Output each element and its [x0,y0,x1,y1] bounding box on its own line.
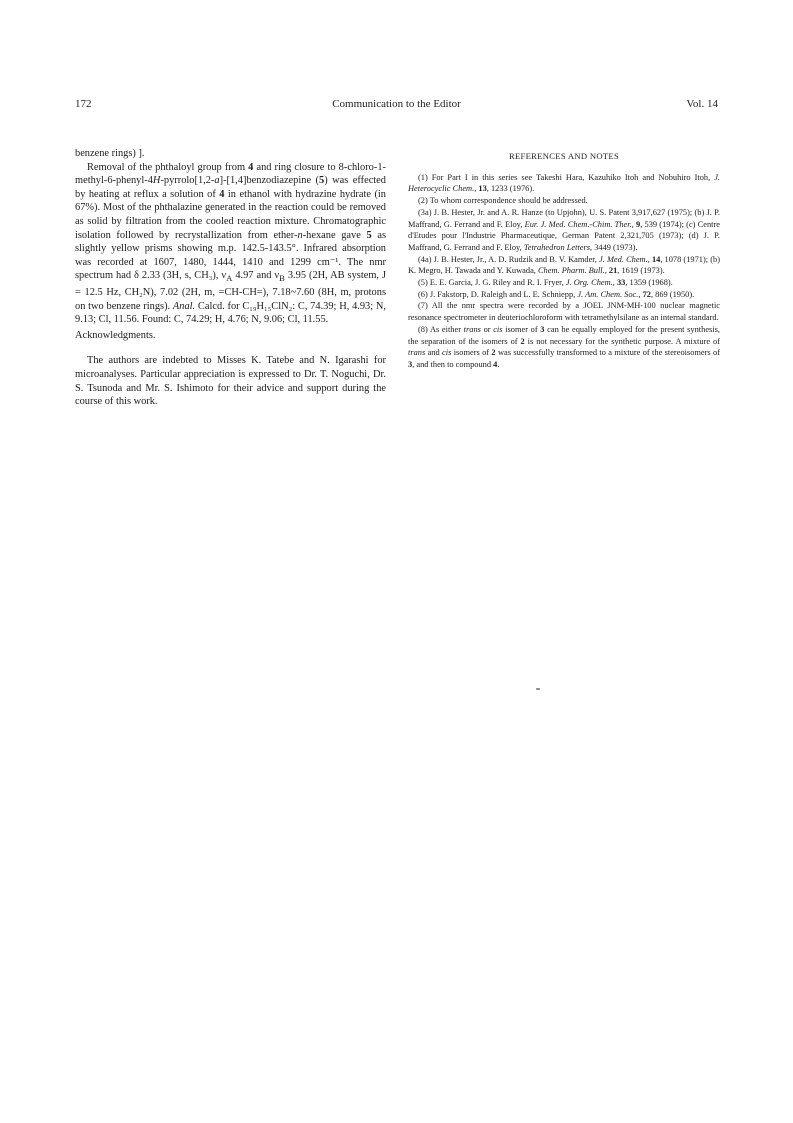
text-run: (3a) J. B. Hester, Jr. and A. R. Hanze (to Upjohn), U. S. Patent 3,917,627 (1975); (b) J. P. Maffrand, G. Ferrand and F. Eloy, [408,207,720,229]
bold-run: 2 [520,336,525,346]
italic-run: trans [408,348,426,358]
italic-run: Anal. [172,300,196,312]
paragraph-removal [75,161,386,327]
italic-run: cis [493,324,503,334]
bold-run: 2 [491,348,496,358]
text-run: (8) As either [418,324,464,334]
italic-run: n [297,229,303,241]
subscript-run: A [226,273,233,284]
references-column [408,151,720,371]
text-run: ]-[1,4]benzodiazepine ( [219,175,319,187]
italic-run: trans [463,324,481,334]
text-run: , 1359 (1968). [625,278,673,288]
text-run: . [497,359,500,369]
references-list [408,172,720,371]
reference-item [408,277,720,289]
text-run: Removal of the phthaloyl group from [87,161,249,173]
text-run: , 3449 (1973). [590,242,638,252]
bold-run: 72 [642,289,651,299]
italic-run: J. Am. Chem. Soc. [577,289,639,299]
text-run: as slightly yellow prisms showing m.p. 142.5-143.5°. Infrared absorption was recorded at 1607, 1480, 1444, 1410 and 1299 cm⁻¹. The nmr spectrum had δ 2.33 (3H, s, CH₃), ν [75,229,386,282]
text-run: (5) E. E. Garcia, J. G. Riley and R. I. Fryer, [418,278,566,288]
text-run: , 1233 (1976). [486,184,535,194]
text-run: , [638,289,643,299]
text-run: is not necessary for the synthetic purpose. A mixture of [524,336,720,346]
reference-item [408,324,720,371]
reference-item [408,254,720,277]
page-number: 172 [75,98,92,110]
bold-run: 3 [408,359,413,369]
text-run: (6) J. Fakstorp, D. Raleigh and L. E. Schniepp, [418,289,578,299]
left-column [75,147,386,409]
text-run: (4a) J. B. Hester, Jr., A. D. Rudzik and B. V. Kamder, [418,254,599,264]
text-run: Calcd. for C₁₉H₁₅ClN₂: C, 74.39; H, 4.93; N, 9.13; Cl, 11.56. Found: C, 74.29; H, 4.76; N, 9.06; Cl, 11.55. [75,300,386,326]
text-run: , [612,278,617,288]
text-run: 4.97 and ν [232,270,280,282]
italic-run: J. Org. Chem. [565,278,613,288]
text-run: , 1619 (1973). [617,266,665,276]
text-run: (7) All the nmr spectra were recorded by a JOEL JNM-MH-100 nuclear magnetic resonance spectrometer in deuteriochloroform with tetramethylsilane as an internal standard. [408,301,720,323]
text-run: , 539 (1974); (c) Centre d'Etudes pour l'Industrie Pharmaceutique, German Patent 2,321,705 (1973); (d) J. P. Maffrand, G. Ferrand and F. Eloy, [408,219,721,252]
text-run: or [480,324,494,334]
bold-run: 5 [318,175,325,187]
reference-item [408,300,720,323]
text-run: , [631,219,636,229]
text-run: (2) To whom correspondence should be addressed. [418,196,588,206]
bold-run: 21 [608,266,618,276]
text-run: can be equally employed for the present synthesis, the separation of the isomers of [408,324,720,346]
reference-item [408,195,720,207]
text-run: was successfully transformed to a mixture of the stereoisomers of [495,348,721,358]
italic-run: J. Med. Chem. [599,254,648,264]
italic-run: Eur. J. Med. Chem.-Chim. Ther. [524,219,632,229]
text-run: , [474,184,479,194]
text-run: , 1078 (1971); (b) K. Megro, H. Tawada and Y. Kuwada, [408,254,720,276]
italic-run: H [152,175,161,187]
bold-run: 9 [636,219,641,229]
subscript-run: B [279,273,285,284]
references-title: REFERENCES AND NOTES [508,151,620,161]
bold-run: 5 [366,229,372,241]
reference-item [408,207,720,254]
running-title: Communication to the Editor [332,98,461,110]
text-run: (1) For Part I in this series see Takeshi Hara, Kazuhiko Itoh and Nobuhiro Itoh, [418,172,715,182]
text-run: -pyrrolo[1,2- [160,175,215,187]
italic-run: Tetrahedron Letters [523,242,591,252]
carryover-line: benzene rings) ]. [75,148,145,159]
reference-item [408,289,720,301]
running-head [75,98,718,114]
text-run: ) was effected by heating at reflux a solution of [75,175,386,200]
bold-run: 33 [616,278,626,288]
italic-run: a [214,175,220,187]
bold-run: 14 [651,254,661,264]
italic-run: cis [442,348,452,358]
bold-run: 4 [219,188,225,200]
bold-run: 3 [540,324,545,334]
text-run: and ring closure to 8-chloro-1-methyl-6-phenyl-4 [75,161,386,187]
text-run: -hexane gave [302,229,367,241]
text-run: in ethanol with hydrazine hydrate (in 67%). Most of the phthalazine generated in the reaction could be removed as solid by filtration from the cooled reaction mixture. Chromatographic isolation followed by recrystallization from ether- [75,188,387,241]
italic-run: J. Heterocyclic Chem. [408,172,720,194]
bold-run: 13 [478,184,487,194]
text-run: , and then to compound [412,359,494,369]
reference-item [408,172,720,195]
acknowledgments-text: The authors are indebted to Misses K. Tatebe and N. Igarashi for microanalyses. Particular appreciation is expressed to Dr. T. Noguchi, Dr. S. Tsunoda and Mr. S. Ishimoto for their advice and support during the course of this work. [75,355,386,408]
acknowledgments-heading: Acknowledgments. [75,329,156,341]
text-run: and [425,348,443,358]
scan-speck [536,688,540,690]
text-run: , [647,254,652,264]
text-run: isomer of [502,324,541,334]
text-run: , 869 (1950). [650,289,695,299]
bold-run: 4 [493,359,498,369]
italic-run: Chem. Pharm. Bull. [537,266,605,276]
volume-label: Vol. 14 [686,98,718,110]
text-run: , [604,266,609,276]
bold-run: 4 [248,161,254,173]
text-run: 3.95 (2H, AB system, J = 12.5 Hz, CH₂N), 7.02 (2H, m, =CH-CH=), 7.18~7.60 (8H, m, protons on two benzene rings). [75,270,386,312]
text-run: isomers of [451,348,492,358]
